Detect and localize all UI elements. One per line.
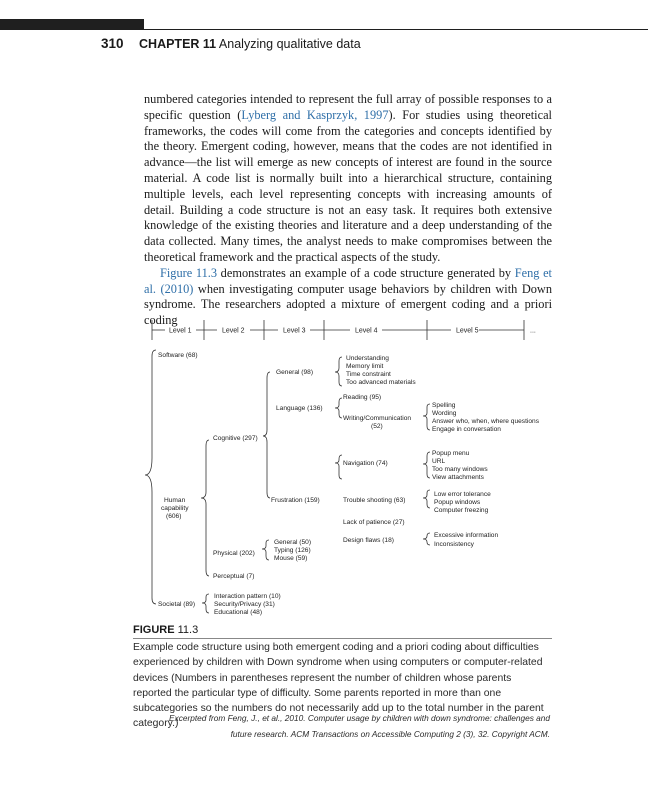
node-physical-general: General (50) <box>274 539 312 546</box>
text-run: numbered categories intended to represent the full array of possible responses to a specific question ( <box>144 92 552 122</box>
text-run: ). For studies using theoretical frameworks, the codes will come from the categories and concepts identified by the theory. Emergent coding, however, means that the codes are not identified in advance—the list will emerge as new concepts of interest are found in the source material. A code list is normally built into a hierarchical structure, containing multiple levels, each level representing concepts with increasing amounts of detail. Building a code structure is not an easy task. It requires both extensive knowledge of the existing theories and literature and a deep understanding of the data collected. Many times, the analyst needs to make compromises between the theoretical framework and the practical aspects of the study. <box>144 107 552 264</box>
node-writing-2: (52) <box>371 423 383 430</box>
node-perceptual: Perceptual (7) <box>213 573 255 580</box>
node-educational: Educational (48) <box>214 609 263 616</box>
node-design-flaws: Design flaws (18) <box>343 537 394 544</box>
leaf-url: URL <box>432 458 446 465</box>
leaf-too-advanced: Too advanced materials <box>346 379 416 386</box>
leaf-low-error-tolerance: Low error tolerance <box>434 491 491 498</box>
figure-node-labels <box>158 352 540 616</box>
leaf-too-many-windows: Too many windows <box>432 466 488 473</box>
citation-feng[interactable]: Feng et al. (2010) <box>144 265 552 296</box>
figure-label-word: FIGURE <box>133 624 175 636</box>
page-number: 310 <box>101 36 124 51</box>
node-interaction-pattern: Interaction pattern (10) <box>214 593 281 600</box>
leaf-computer-freezing: Computer freezing <box>434 507 489 514</box>
node-software: Software (68) <box>158 352 198 359</box>
figure-caption: Example code structure using both emergent coding and a priori coding about difficulties experienced by children with Down syndrome when using computers or computer-related devices (Numbers in parentheses represent the number of children whose parents reported the particular type of difficulty. Some parents reported in more than one subcategories so the numbers do not necessarily add up to the total number in the parent category.) <box>133 642 544 730</box>
figure-label <box>133 624 198 636</box>
figure-source: Excerpted from Feng, J., et al., 2010. Computer usage by children with down syndrome: challenges and future research. ACM Transactions on Accessible Computing 2 (3), 32. Copyright ACM. <box>169 713 550 739</box>
node-physical-mouse: Mouse (59) <box>274 555 308 562</box>
leaf-view-attachments: View attachments <box>432 474 484 481</box>
level-1-label: Level 1 <box>169 327 192 335</box>
leaf-wording: Wording <box>432 410 457 417</box>
level-3-label: Level 3 <box>283 327 306 335</box>
node-writing-1: Writing/Communication <box>343 415 412 422</box>
figure-caption-rule <box>133 638 552 639</box>
figure-label-number: 11.3 <box>177 624 199 636</box>
chapter-title: Analyzing qualitative data <box>218 37 361 51</box>
leaf-answer-questions: Answer who, when, where questions <box>432 418 540 425</box>
node-trouble-shooting: Trouble shooting (63) <box>343 497 406 504</box>
node-frustration: Frustration (159) <box>271 497 320 504</box>
text-run: demonstrates an example of a code structure generated by <box>217 265 515 280</box>
node-human-capability-3: (606) <box>166 513 182 520</box>
leaf-inconsistency: Inconsistency <box>434 541 474 548</box>
node-cognitive: Cognitive (297) <box>213 435 258 442</box>
leaf-time-constraint: Time constraint <box>346 371 391 378</box>
node-human-capability-2: capability <box>161 505 189 512</box>
leaf-popup-menu: Popup menu <box>432 450 470 457</box>
brace-lines <box>145 350 430 613</box>
node-human-capability-1: Human <box>164 497 186 504</box>
level-2-label: Level 2 <box>222 327 245 335</box>
node-physical-typing: Typing (126) <box>274 547 311 554</box>
leaf-excessive-information: Excessive information <box>434 532 499 539</box>
level-5-label: Level 5 <box>456 327 479 335</box>
citation-lyberg[interactable]: Lyberg and Kasprzyk, 1997 <box>241 107 389 122</box>
leaf-understanding: Understanding <box>346 355 389 362</box>
node-security-privacy: Security/Privacy (31) <box>214 601 275 608</box>
level-ruler-labels <box>169 328 536 335</box>
level-4-label: Level 4 <box>355 327 378 335</box>
node-navigation: Navigation (74) <box>343 460 388 467</box>
node-reading: Reading (95) <box>343 394 382 401</box>
level-more-label: ... <box>530 327 536 335</box>
node-lack-of-patience: Lack of patience (27) <box>343 519 405 526</box>
leaf-popup-windows: Popup windows <box>434 499 481 506</box>
node-general-98: General (98) <box>276 369 314 376</box>
figure-ref-link[interactable]: Figure 11.3 <box>160 265 218 280</box>
leaf-memory-limit: Memory limit <box>346 363 384 370</box>
node-societal: Societal (89) <box>158 601 196 608</box>
chapter-label: CHAPTER 11 <box>139 37 217 51</box>
leaf-engage-conversation: Engage in conversation <box>432 426 501 433</box>
text-run: when investigating computer usage behaviors by children with Down syndrome. The researchers adopted a mixture of emergent coding and a priori coding <box>144 281 552 328</box>
node-physical: Physical (202) <box>213 550 255 557</box>
node-language: Language (136) <box>276 405 323 412</box>
leaf-spelling: Spelling <box>432 402 456 409</box>
